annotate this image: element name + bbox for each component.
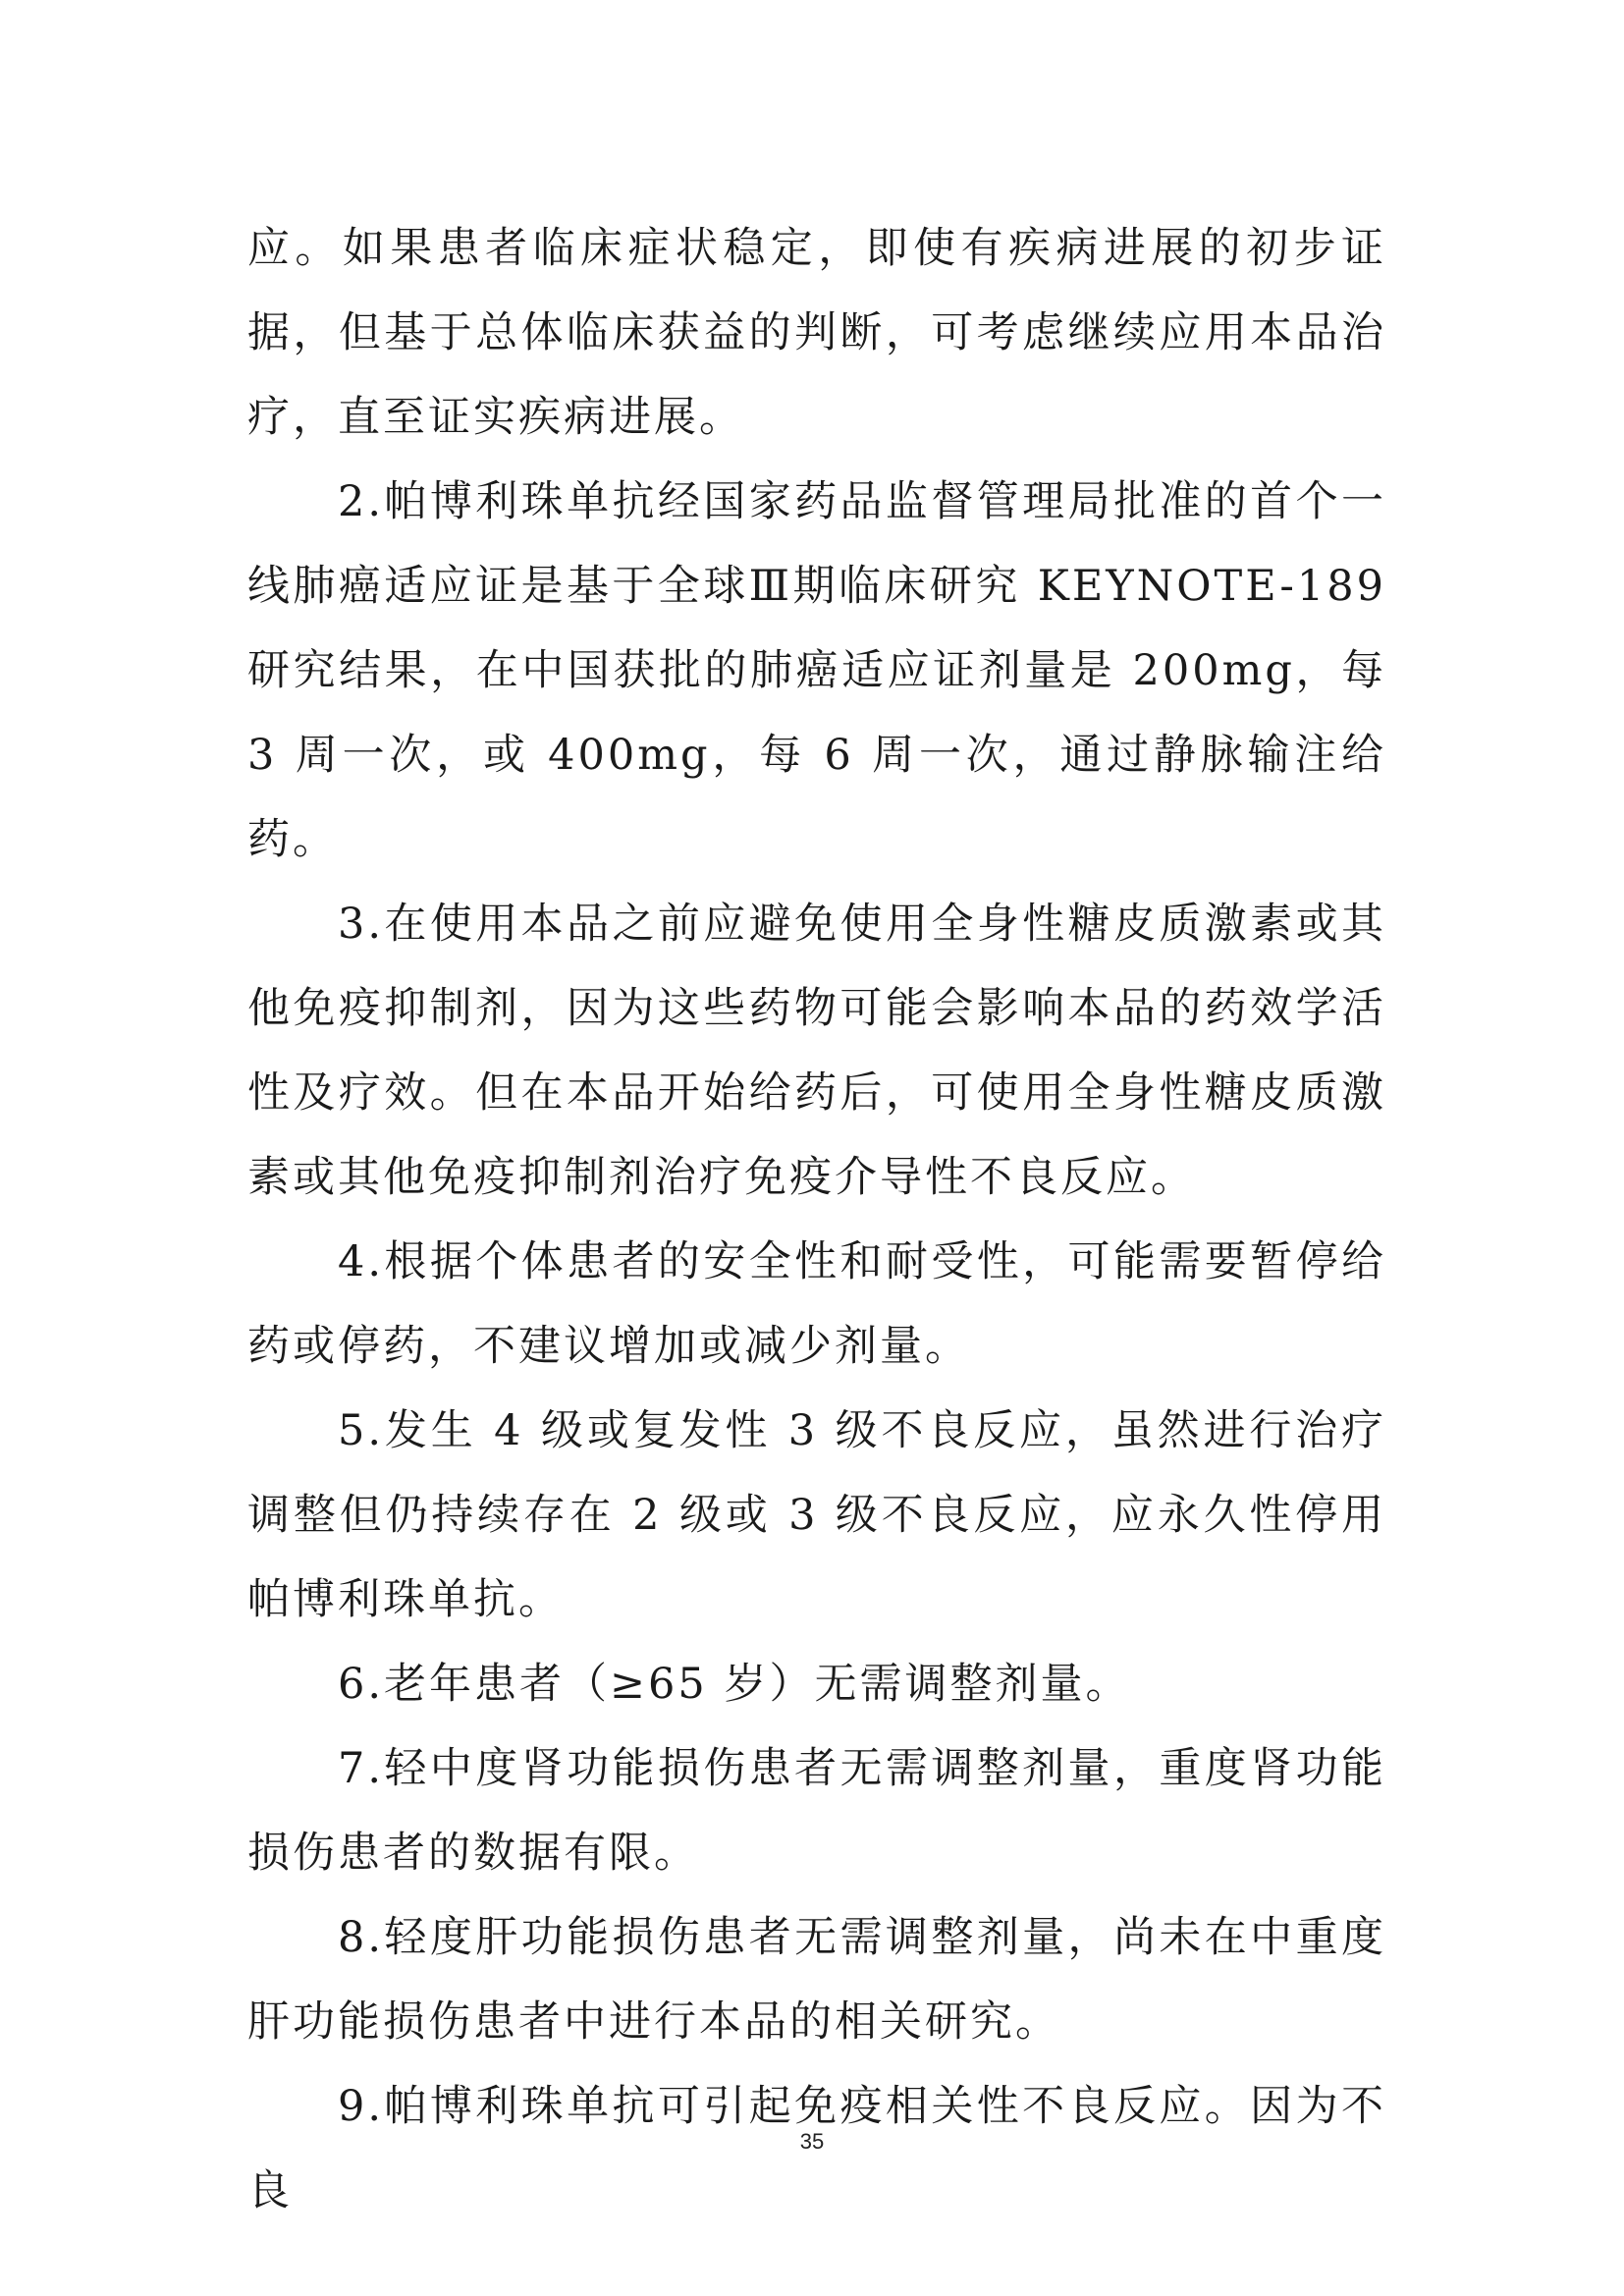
paragraph-item-9: 9.帕博利珠单抗可引起免疫相关性不良反应。因为不良 [247, 2082, 1386, 2215]
paragraph-item-8: 8.轻度肝功能损伤患者无需调整剂量，尚未在中重度肝功能损伤患者中进行本品的相关研究。 [247, 1913, 1386, 2047]
body-text [247, 206, 1386, 2233]
paragraph-item-4: 4.根据个体患者的安全性和耐受性，可能需要暂停给药或停药，不建议增加或减少剂量。 [247, 1237, 1386, 1371]
paragraph-item-6: 6.老年患者（≥65 岁）无需调整剂量。 [338, 1660, 1131, 1709]
paragraph-item-2: 2.帕博利珠单抗经国家药品监督管理局批准的首个一线肺癌适应证是基于全球Ⅲ期临床研究 KEYNOTE-189 研究结果，在中国获批的肺癌适应证剂量是 200mg，每 3 周一次，或 400mg，每 6 周一次，通过静脉输注给药。 [247, 477, 1386, 864]
paragraph-item-7: 7.轻中度肾功能损伤患者无需调整剂量，重度肾功能损伤患者的数据有限。 [247, 1744, 1386, 1878]
page-number: 35 [799, 2129, 825, 2154]
paragraph-continuation: 应。如果患者临床症状稳定，即使有疾病进展的初步证据，但基于总体临床获益的判断，可考虑继续应用本品治疗，直至证实疾病进展。 [247, 224, 1386, 442]
paragraph-item-5: 5.发生 4 级或复发性 3 级不良反应，虽然进行治疗调整但仍持续存在 2 级或 3 级不良反应，应永久性停用帕博利珠单抗。 [247, 1406, 1386, 1624]
paragraph-item-3: 3.在使用本品之前应避免使用全身性糖皮质激素或其他免疫抑制剂，因为这些药物可能会影响本品的药效学活性及疗效。但在本品开始给药后，可使用全身性糖皮质激素或其他免疫抑制剂治疗免疫介导性不良反应。 [247, 900, 1386, 1202]
